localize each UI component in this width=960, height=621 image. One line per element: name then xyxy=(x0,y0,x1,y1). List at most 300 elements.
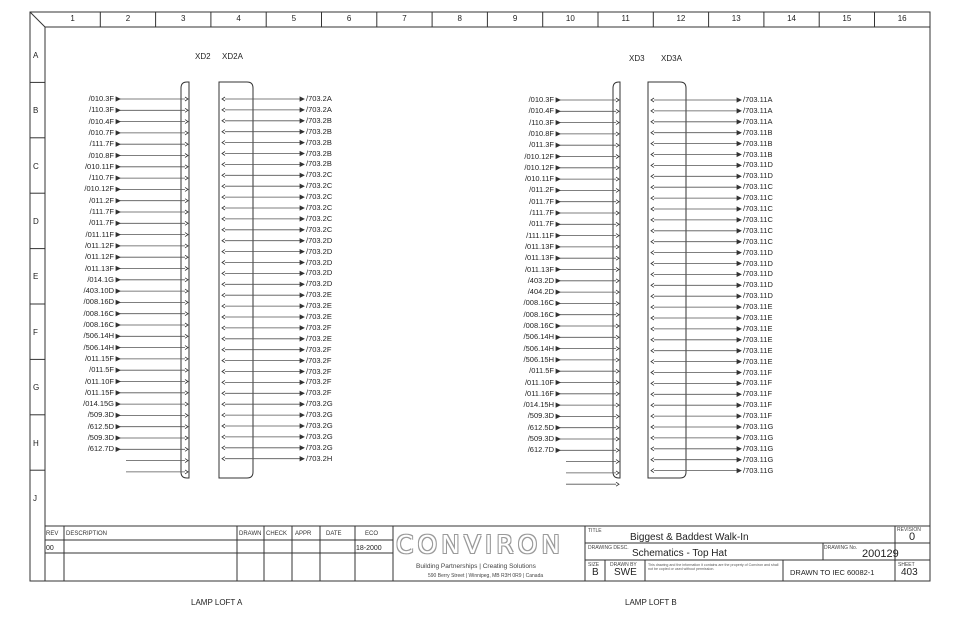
pin-mark xyxy=(185,425,188,429)
signal-label: /703.2B xyxy=(306,137,332,147)
arrow-head xyxy=(737,272,741,276)
pin-mark xyxy=(616,335,619,339)
arrow-head xyxy=(737,469,741,473)
signal-label: /703.2F xyxy=(306,322,332,332)
signal-label: /010.3F xyxy=(528,95,554,104)
arrow-head xyxy=(300,108,304,112)
arrow-head xyxy=(737,414,741,418)
arrow-head xyxy=(556,301,560,305)
arrow-head xyxy=(556,98,560,102)
pin-mark xyxy=(222,119,225,123)
pin-mark xyxy=(651,109,654,113)
signal-label: /703.11F xyxy=(743,411,773,421)
signal-label: /703.11E xyxy=(743,302,773,312)
arrow-head xyxy=(737,153,741,157)
column-number: 7 xyxy=(402,14,407,23)
arrow-head xyxy=(737,316,741,320)
revision-caption: REVISION xyxy=(897,527,921,533)
signal-label: /011.13F xyxy=(84,263,114,273)
drawn-by: SWE xyxy=(614,567,637,578)
signal-label: /703.2D xyxy=(306,279,333,289)
column-number: 13 xyxy=(731,14,741,23)
arrow-head xyxy=(116,300,120,304)
revision-header: ECO xyxy=(365,531,379,537)
signal-label: /110.3F xyxy=(89,105,114,115)
arrow-head xyxy=(300,391,304,395)
arrow-head xyxy=(737,349,741,353)
arrow-head xyxy=(116,436,120,440)
arrow-head xyxy=(737,283,741,287)
signal-label: /509.3D xyxy=(87,410,114,420)
signal-label: /703.2B xyxy=(306,126,332,136)
arrow-head xyxy=(300,413,304,417)
pin-mark xyxy=(185,244,188,248)
signal-label: /703.2G xyxy=(306,399,333,409)
signal-label: /111.7F xyxy=(529,208,554,217)
rev-date: 18-2000 xyxy=(356,545,382,552)
arrow-head xyxy=(300,97,304,101)
signal-label: /014.15H xyxy=(523,400,554,410)
arrow-head xyxy=(300,337,304,341)
arrow-head xyxy=(300,119,304,123)
pin-mark xyxy=(185,447,188,451)
arrow-head xyxy=(556,256,560,260)
signal-label: /110.3F xyxy=(529,117,554,127)
row-letter: A xyxy=(33,50,39,60)
pin-mark xyxy=(185,300,188,304)
pin-mark xyxy=(616,471,619,475)
arrow-head xyxy=(737,305,741,309)
arrow-head xyxy=(300,141,304,145)
revision-header: APPR xyxy=(295,531,312,537)
arrow-head xyxy=(737,196,741,200)
pin-mark xyxy=(616,414,619,418)
pin-mark xyxy=(616,313,619,317)
arrow-head xyxy=(116,97,120,101)
pin-mark xyxy=(616,358,619,362)
signal-label: /612.7D xyxy=(87,444,114,454)
pin-mark xyxy=(185,436,188,440)
signal-label: /011.12F xyxy=(84,252,114,262)
pin-mark xyxy=(651,262,654,266)
pin-mark xyxy=(616,426,619,430)
pin-mark xyxy=(651,207,654,211)
arrow-head xyxy=(737,392,741,396)
pin-mark xyxy=(616,482,619,486)
xd3-label: XD3 xyxy=(629,54,645,63)
signal-label: /703.11A xyxy=(743,95,773,104)
arrow-head xyxy=(116,447,120,451)
signal-label: /703.11F xyxy=(743,367,773,377)
pin-mark xyxy=(185,255,188,259)
column-number: 12 xyxy=(676,14,686,23)
pin-mark xyxy=(651,163,654,167)
row-letter: F xyxy=(33,327,38,337)
signal-label: /703.11D xyxy=(743,269,773,279)
company-address: 590 Berry Street | Winnipeg, MB R3H 0R9 | Canada xyxy=(428,573,544,579)
arrow-head xyxy=(556,245,560,249)
signal-label: /703.11B xyxy=(743,138,773,148)
pin-mark xyxy=(185,357,188,361)
arrow-head xyxy=(737,218,741,222)
signal-label: /703.2G xyxy=(306,421,333,430)
arrow-head xyxy=(556,177,560,181)
pin-mark xyxy=(651,174,654,178)
arrow-head xyxy=(116,357,120,361)
pin-mark xyxy=(616,121,619,125)
arrow-head xyxy=(556,121,560,125)
arrow-head xyxy=(556,414,560,418)
arrow-head xyxy=(300,326,304,330)
signal-label: /703.2A xyxy=(306,104,332,114)
xd2-label: XD2 xyxy=(195,52,211,61)
pin-mark xyxy=(185,221,188,225)
pin-mark xyxy=(651,218,654,222)
signal-label: /010.8F xyxy=(528,128,554,138)
arrow-head xyxy=(556,437,560,441)
arrow-head xyxy=(116,425,120,429)
arrow-head xyxy=(300,304,304,308)
signal-label: /703.2E xyxy=(306,290,332,300)
signal-label: /011.15F xyxy=(84,387,114,397)
arrow-head xyxy=(556,132,560,136)
arrow-head xyxy=(116,221,120,225)
xd2a-label: XD2A xyxy=(222,52,243,61)
signal-label: /010.11F xyxy=(524,174,554,184)
arrow-head xyxy=(116,278,120,282)
signal-label: /014.1G xyxy=(87,274,114,284)
arrow-head xyxy=(737,458,741,462)
pin-mark xyxy=(616,448,619,452)
pin-mark xyxy=(185,267,188,271)
arrow-head xyxy=(300,370,304,374)
arrow-head xyxy=(556,222,560,226)
signal-label: /509.3D xyxy=(527,434,554,443)
signal-label: /111.7F xyxy=(89,207,114,216)
pin-mark xyxy=(651,294,654,298)
arrow-head xyxy=(556,234,560,238)
arrow-head xyxy=(737,163,741,167)
signal-label: /011.11F xyxy=(85,229,114,239)
pin-mark xyxy=(222,261,225,265)
drawn-by-caption: DRAWN BY xyxy=(610,562,637,568)
signal-label: /703.2F xyxy=(306,377,332,387)
arrow-head xyxy=(116,312,120,316)
pin-mark xyxy=(185,176,188,180)
pin-mark xyxy=(185,210,188,214)
size-caption: SIZE xyxy=(588,562,600,568)
signal-label: /703.2C xyxy=(306,192,333,202)
pin-mark xyxy=(651,229,654,233)
connector-body-xd3 xyxy=(613,82,620,478)
signal-label: /703.2C xyxy=(306,170,333,180)
signal-label: /703.2E xyxy=(306,301,332,311)
revision-header: REV xyxy=(46,531,59,537)
pin-mark xyxy=(222,293,225,297)
signal-label: /011.16F xyxy=(524,388,554,398)
column-number: 6 xyxy=(346,14,352,23)
pin-mark xyxy=(185,289,188,293)
signal-label: /703.11D xyxy=(743,247,773,257)
arrow-head xyxy=(556,155,560,159)
signal-label: /010.12F xyxy=(84,184,114,194)
drawing-number: 200129 xyxy=(862,548,899,560)
pin-mark xyxy=(651,142,654,146)
arrow-head xyxy=(737,327,741,331)
signal-label: /703.11A xyxy=(743,116,773,126)
pin-mark xyxy=(616,256,619,260)
pin-mark xyxy=(222,446,225,450)
arrow-head xyxy=(737,360,741,364)
arrow-head xyxy=(116,255,120,259)
pin-mark xyxy=(222,97,225,101)
pin-mark xyxy=(651,469,654,473)
arrow-head xyxy=(737,436,741,440)
arrow-head xyxy=(116,380,120,384)
signal-label: /703.11G xyxy=(743,443,774,453)
signal-label: /703.11D xyxy=(743,280,773,290)
pin-mark xyxy=(651,371,654,375)
signal-label: /703.11F xyxy=(743,400,773,410)
pin-mark xyxy=(616,211,619,215)
signal-label: /703.11D xyxy=(743,171,773,181)
signal-label: /010.7F xyxy=(88,127,114,137)
arrow-head xyxy=(556,347,560,351)
arrow-head xyxy=(300,173,304,177)
signal-label: /011.7F xyxy=(529,196,554,206)
pin-mark xyxy=(616,177,619,181)
arrow-head xyxy=(116,120,120,124)
signal-label: /703.11E xyxy=(743,345,773,355)
pin-mark xyxy=(651,414,654,418)
signal-label: /703.11E xyxy=(743,313,773,322)
signal-label: /703.2G xyxy=(306,442,333,452)
signal-label: /703.11F xyxy=(743,389,773,399)
signal-label: /703.11C xyxy=(743,225,773,235)
arrow-head xyxy=(300,250,304,254)
signal-label: /703.11F xyxy=(743,378,773,388)
arrow-head xyxy=(737,262,741,266)
pin-mark xyxy=(222,435,225,439)
column-number: 1 xyxy=(70,14,75,23)
arrow-head xyxy=(300,228,304,232)
signal-label: /703.2C xyxy=(306,181,333,191)
signal-label: /011.10F xyxy=(524,377,554,387)
arrow-head xyxy=(116,199,120,203)
pin-mark xyxy=(185,470,188,474)
revision-number: 0 xyxy=(909,531,916,543)
arrow-head xyxy=(300,261,304,265)
signal-label: /011.13F xyxy=(524,253,554,263)
arrow-head xyxy=(116,187,120,191)
arrow-head xyxy=(116,233,120,237)
arrow-head xyxy=(737,371,741,375)
arrow-head xyxy=(556,358,560,362)
column-number: 2 xyxy=(125,14,131,23)
pin-mark xyxy=(222,250,225,254)
arrow-head xyxy=(556,392,560,396)
pin-mark xyxy=(616,268,619,272)
column-number: 15 xyxy=(842,14,852,23)
arrow-head xyxy=(737,403,741,407)
signal-label: /703.11B xyxy=(743,127,773,137)
corner-diagonal xyxy=(30,12,45,27)
pin-mark xyxy=(651,360,654,364)
arrow-head xyxy=(300,402,304,406)
signal-label: /703.11E xyxy=(743,323,773,333)
row-letter: G xyxy=(33,383,40,393)
pin-mark xyxy=(222,195,225,199)
signal-label: /506.14H xyxy=(83,342,114,352)
signal-label: /703.11E xyxy=(743,356,773,366)
signal-label: /703.11G xyxy=(743,432,774,442)
arrow-head xyxy=(737,185,741,189)
arrow-head xyxy=(300,206,304,210)
column-number: 8 xyxy=(457,14,462,23)
signal-label: /703.11G xyxy=(743,465,774,475)
arrow-head xyxy=(737,109,741,113)
arrow-head xyxy=(116,413,120,417)
arrow-head xyxy=(556,426,560,430)
pin-mark xyxy=(222,141,225,145)
pin-mark xyxy=(222,370,225,374)
signal-label: /011.15F xyxy=(84,353,114,363)
arrow-head xyxy=(737,174,741,178)
pin-mark xyxy=(185,154,188,158)
signal-label: /010.12F xyxy=(524,151,554,161)
drawn-to-standard: DRAWN TO IEC 60082-1 xyxy=(790,568,875,577)
arrow-head xyxy=(556,211,560,215)
signal-label: /703.2D xyxy=(306,268,333,278)
arrow-head xyxy=(556,369,560,373)
drawing-title: Biggest & Baddest Walk-In xyxy=(630,532,749,543)
signal-label: /008.16C xyxy=(523,298,554,308)
signal-label: /111.11F xyxy=(526,230,554,240)
pin-mark xyxy=(185,120,188,124)
column-number: 5 xyxy=(291,14,297,23)
signal-label: /008.16D xyxy=(83,297,114,307)
arrow-head xyxy=(737,338,741,342)
pin-mark xyxy=(651,338,654,342)
signal-label: /703.2H xyxy=(306,453,333,463)
arrow-head xyxy=(116,368,120,372)
pin-mark xyxy=(616,290,619,294)
arrow-head xyxy=(737,251,741,255)
signal-label: /010.8F xyxy=(88,150,114,160)
pin-mark xyxy=(185,278,188,282)
pin-mark xyxy=(616,222,619,226)
signal-label: /612.7D xyxy=(527,445,554,455)
signal-label: /506.15H xyxy=(523,354,554,364)
xd3a-label: XD3A xyxy=(661,54,682,63)
row-letter: E xyxy=(33,272,39,282)
row-letter: H xyxy=(33,438,39,448)
signal-label: /703.2A xyxy=(306,94,332,103)
company-tagline: Building Partnerships | Creating Solutions xyxy=(416,563,536,570)
pin-mark xyxy=(616,369,619,373)
arrow-head xyxy=(300,162,304,166)
arrow-head xyxy=(116,323,120,327)
signal-label: /703.2D xyxy=(306,257,333,267)
pin-mark xyxy=(651,98,654,102)
arrow-head xyxy=(116,346,120,350)
pin-mark xyxy=(651,240,654,244)
company-logo: CONVIRON xyxy=(396,530,565,559)
pin-mark xyxy=(651,251,654,255)
pin-mark xyxy=(651,185,654,189)
pin-mark xyxy=(222,424,225,428)
signal-label: /703.2B xyxy=(306,159,332,169)
pin-mark xyxy=(651,381,654,385)
signal-label: /703.2C xyxy=(306,213,333,223)
signal-label: /010.11F xyxy=(84,161,114,171)
arrow-head xyxy=(300,293,304,297)
pin-mark xyxy=(222,413,225,417)
arrow-head xyxy=(300,457,304,461)
pin-mark xyxy=(616,166,619,170)
arrow-head xyxy=(116,267,120,271)
column-number: 10 xyxy=(565,14,575,23)
pin-mark xyxy=(222,315,225,319)
signal-label: /506.14H xyxy=(523,343,554,353)
signal-label: /014.15G xyxy=(83,399,114,409)
arrow-head xyxy=(300,239,304,243)
arrow-head xyxy=(116,244,120,248)
arrow-head xyxy=(116,142,120,146)
signal-label: /703.2G xyxy=(306,410,333,420)
pin-mark xyxy=(185,334,188,338)
signal-label: /010.4F xyxy=(88,116,114,126)
pin-mark xyxy=(185,199,188,203)
signal-label: /011.2F xyxy=(89,195,114,205)
arrow-head xyxy=(300,435,304,439)
subtitle-caption: DRAWING DESC. xyxy=(588,545,629,551)
signal-label: /703.11C xyxy=(743,204,773,213)
pin-mark xyxy=(222,391,225,395)
signal-label: /011.7F xyxy=(529,219,554,229)
arrow-head xyxy=(300,271,304,275)
title-caption: TITLE xyxy=(588,528,602,534)
arrow-head xyxy=(116,402,120,406)
pin-mark xyxy=(616,245,619,249)
signal-label: /703.11C xyxy=(743,193,773,203)
signal-label: /703.11G xyxy=(743,422,774,431)
arrow-head xyxy=(116,289,120,293)
signal-label: /011.10F xyxy=(84,376,114,386)
pin-mark xyxy=(185,413,188,417)
signal-label: /612.5D xyxy=(527,422,554,432)
drawing-number-caption: DRAWING No. xyxy=(824,545,858,551)
arrow-head xyxy=(737,207,741,211)
pin-mark xyxy=(222,304,225,308)
pin-mark xyxy=(222,217,225,221)
arrow-head xyxy=(556,324,560,328)
pin-mark xyxy=(185,97,188,101)
pin-mark xyxy=(616,392,619,396)
arrow-head xyxy=(300,359,304,363)
pin-mark xyxy=(616,98,619,102)
pin-mark xyxy=(222,271,225,275)
pin-mark xyxy=(185,391,188,395)
arrow-head xyxy=(556,109,560,113)
arrow-head xyxy=(737,240,741,244)
signal-label: /703.11B xyxy=(743,149,773,159)
pin-mark xyxy=(222,184,225,188)
arrow-head xyxy=(737,131,741,135)
pin-mark xyxy=(616,143,619,147)
pin-mark xyxy=(185,131,188,135)
sheet-number: 403 xyxy=(901,567,918,578)
